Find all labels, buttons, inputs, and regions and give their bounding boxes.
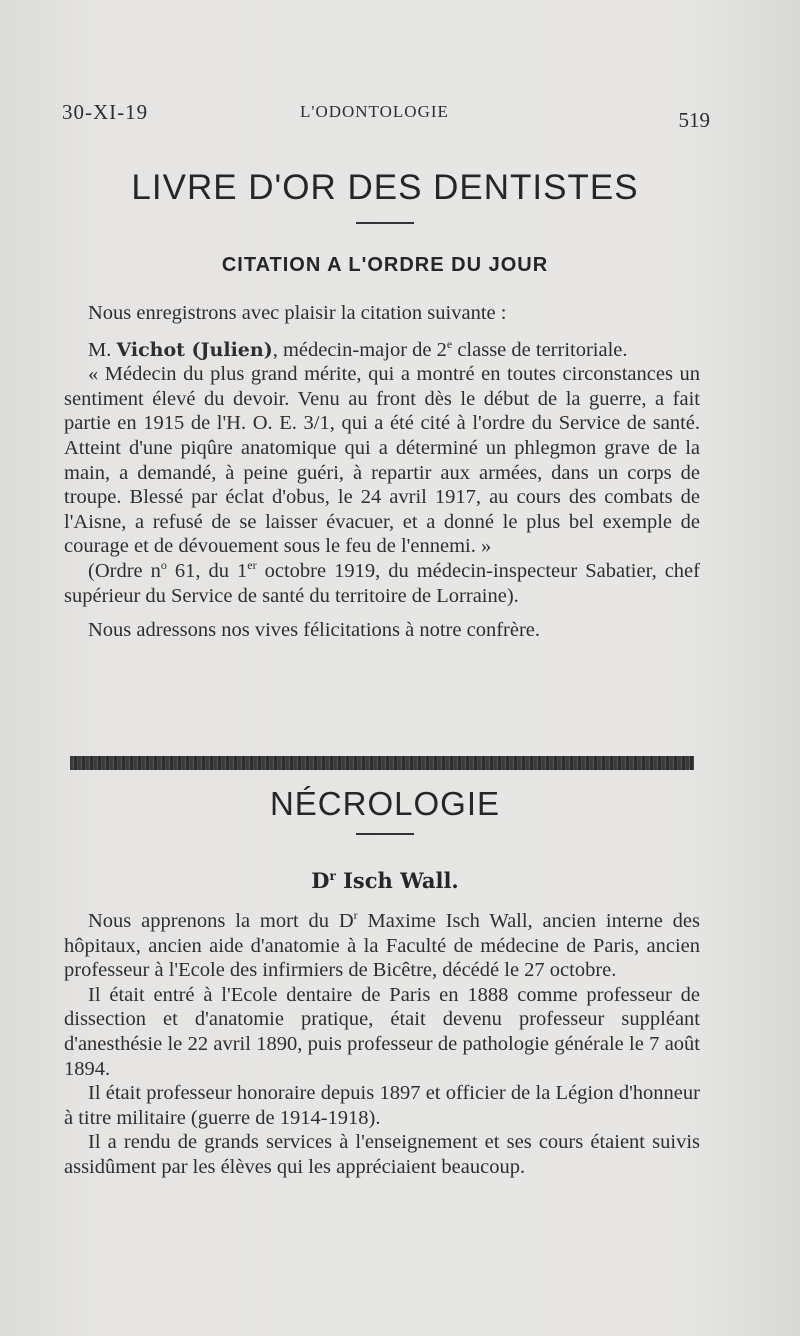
necrologie-divider: [356, 833, 414, 835]
heading-prefix: D: [311, 868, 330, 893]
order-pre: (Ordre n: [88, 559, 161, 582]
heading-name: Isch Wall.: [335, 868, 459, 893]
heading-sup: r: [329, 869, 336, 883]
citation-prefix: M.: [88, 338, 117, 361]
citation-body: [64, 301, 700, 643]
obituary-body: [64, 909, 700, 1180]
p1-post: Maxime Isch Wall, ancien interne des hôpitaux, ancien aide d'anatomie à la Faculté de médecine de Paris, ancien professeur à l'Ecole des infirmiers de Bicêtre, décédé le 27 octobre.: [64, 910, 701, 982]
citation-rank-pre: , médecin-major de 2: [272, 338, 447, 361]
issue-date: 30-XI-19: [62, 100, 149, 124]
order-reference: [64, 559, 700, 608]
order-post: octobre 1919, du médecin-inspecteur Sabatier, chef supérieur du Service de santé du territoire de Lorraine).: [64, 559, 700, 607]
closing-paragraph: Nous adressons nos vives félicitations à notre confrère.: [88, 619, 541, 642]
order-er-sup: er: [247, 558, 257, 573]
cited-name: Vichot (Julien): [116, 338, 273, 361]
intro-paragraph: Nous enregistrons avec plaisir la citation suivante :: [88, 302, 507, 324]
citation-quote: « Médecin du plus grand mérite, qui a montré en toutes circonstances un sentiment élevé du devoir. Venu au front dès le début de la guerre, a fait partie en 1915 de l'H. O. E. 3/1, qui a été cité à l'ordre du Service de santé. Atteint d'une piqûre anatomique qui a déterminé un phlegmon grave de la main, a demandé, à peine guéri, à repartir aux armées, dans un corps de troupe. Blessé par éclat d'obus, le 24 avril 1917, au cours des combats de l'Aisne, a refusé de se laisser évacuer, et a donné le plus bel exemple de courage et de dévouement sous le feu de l'ennemi. »: [64, 363, 700, 558]
running-head: [62, 100, 712, 134]
citation-line: [64, 338, 700, 363]
obituary-paragraph-3: Il était professeur honoraire depuis 1897 et officier de la Légion d'honneur à titre militaire (guerre de 1914-1918).: [64, 1082, 700, 1129]
obituary-paragraph-2: Il était entré à l'Ecole dentaire de Paris en 1888 comme professeur de dissection et d'anatomie pratique, était devenu professeur suppléant d'anesthésie le 22 avril 1890, puis professeur de pathologie générale le 7 août 1894.: [64, 983, 700, 1080]
p1-pre: Nous apprenons la mort du D: [88, 910, 354, 932]
obituary-paragraph-4: Il a rendu de grands services à l'enseignement et ses cours étaient suivis assidûment par les élèves qui les appréciaient beaucoup.: [64, 1131, 700, 1178]
section-separator-bar: [70, 756, 694, 770]
page-number: 519: [678, 108, 710, 132]
order-number-sup: o: [160, 558, 167, 573]
citation-subtitle: CITATION A L'ORDRE DU JOUR: [221, 254, 549, 276]
title-divider: [356, 222, 414, 224]
section-title-necrologie: NÉCROLOGIE: [269, 785, 501, 822]
citation-rank-post: classe de territoriale.: [452, 338, 628, 361]
rank-superscript: e: [446, 336, 453, 351]
section-title-livre-dor: LIVRE D'OR DES DENTISTES: [131, 168, 639, 207]
p1-sup: r: [353, 908, 358, 923]
journal-title: L'ODONTOLOGIE: [300, 102, 449, 121]
order-mid: 61, du 1: [166, 559, 248, 582]
obituary-paragraph-1: [64, 909, 700, 983]
obituary-heading: [0, 868, 770, 893]
